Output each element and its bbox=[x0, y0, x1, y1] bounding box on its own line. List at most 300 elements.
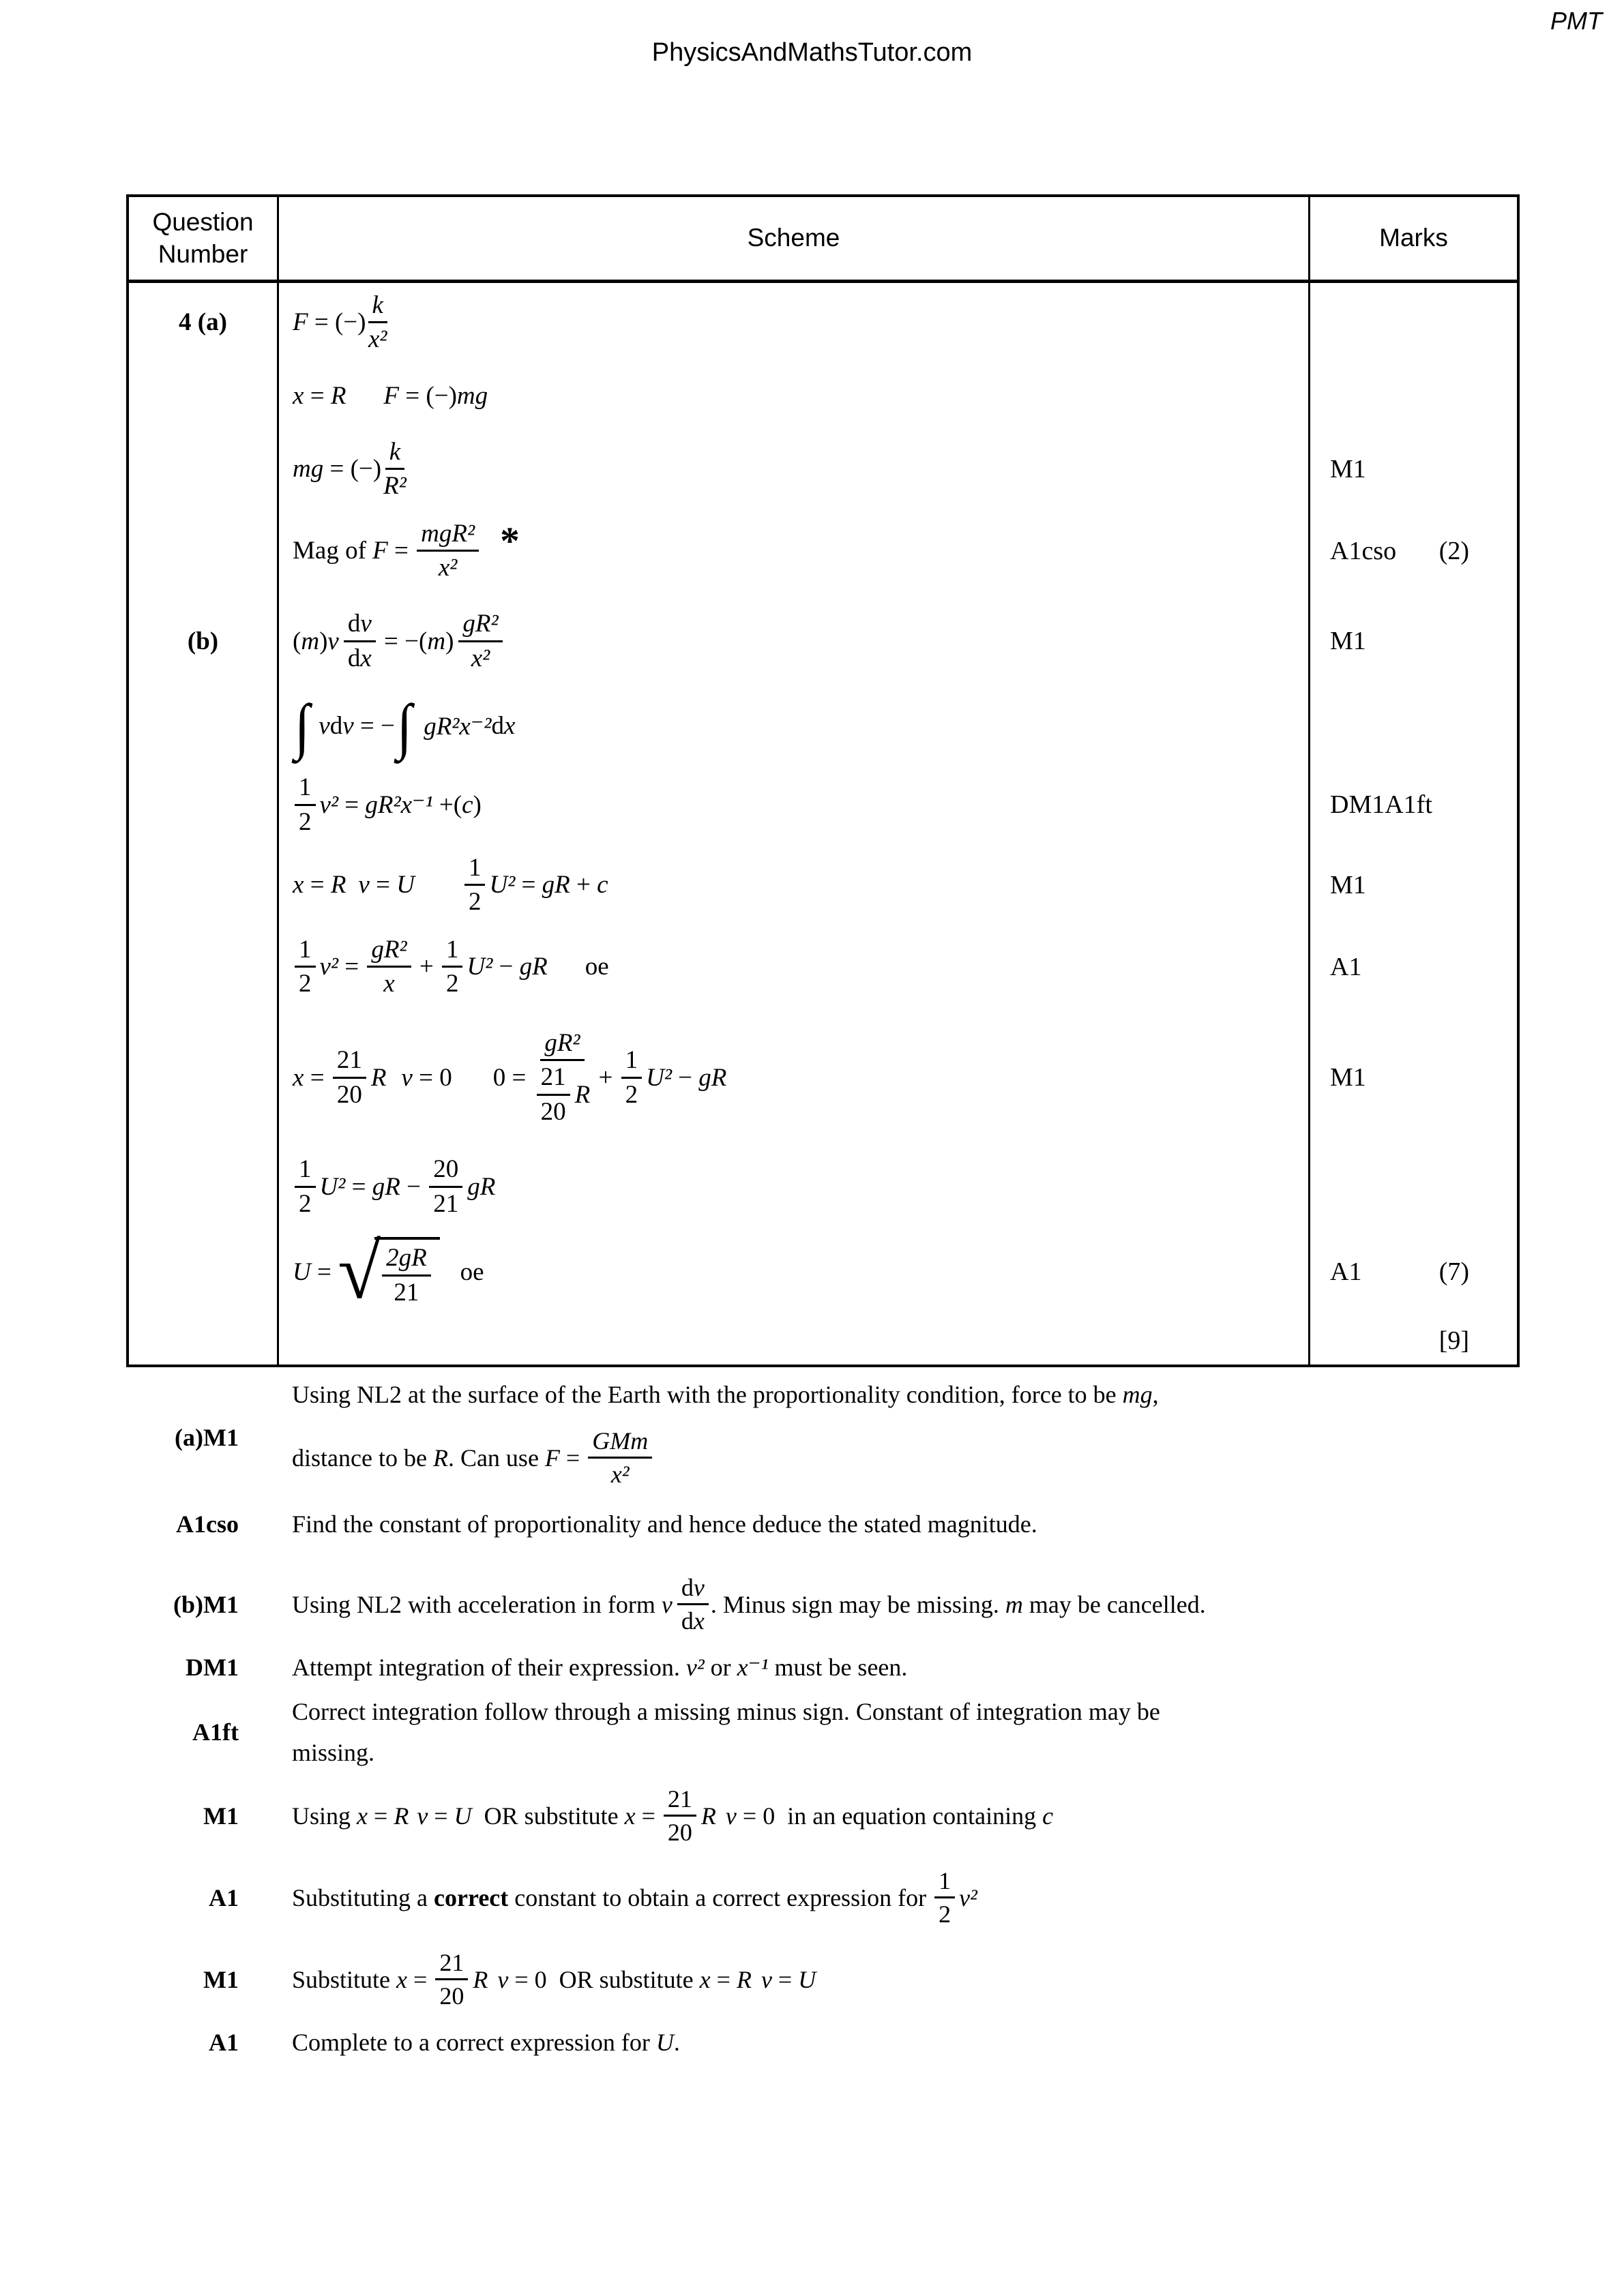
marks-cell bbox=[1310, 846, 1517, 924]
math-text: ) bbox=[319, 627, 328, 655]
marks-subtotal: (7) bbox=[1438, 1257, 1469, 1286]
math-text: x bbox=[293, 1063, 304, 1092]
math-text: m bbox=[427, 627, 446, 655]
math-text: . Can use bbox=[447, 1444, 545, 1472]
square-root bbox=[338, 1227, 440, 1315]
math-text: v² bbox=[319, 790, 339, 819]
math-text: x² bbox=[471, 644, 490, 672]
marks-cell bbox=[1310, 1227, 1517, 1316]
fraction-denominator bbox=[535, 1061, 591, 1126]
math-text: mgR² bbox=[421, 519, 475, 548]
fraction bbox=[333, 1046, 366, 1109]
question-number-cell bbox=[129, 846, 279, 924]
fraction-numerator bbox=[621, 1046, 643, 1078]
note-text bbox=[292, 1504, 1624, 1545]
math-text: c bbox=[462, 790, 473, 819]
math-text: v bbox=[401, 1063, 413, 1092]
math-text: 21 bbox=[439, 1948, 464, 1976]
math-text: = bbox=[559, 1444, 587, 1472]
fraction-numerator bbox=[385, 438, 404, 470]
fraction-denominator bbox=[394, 1277, 419, 1307]
scheme-equation bbox=[293, 936, 609, 998]
math-text: U² bbox=[489, 871, 516, 899]
math-text: 2 bbox=[445, 970, 459, 998]
math-text: = bbox=[428, 1802, 454, 1830]
scheme-cell bbox=[279, 924, 1310, 1009]
math-text: m bbox=[301, 627, 320, 655]
fraction-denominator bbox=[541, 1096, 566, 1126]
math-text: v bbox=[417, 1802, 428, 1830]
math-text: = bbox=[338, 790, 366, 819]
mark-code: A1 bbox=[1330, 952, 1362, 981]
fraction bbox=[934, 1867, 955, 1928]
scheme-cell bbox=[279, 283, 1310, 361]
math-text: Using bbox=[292, 1802, 357, 1830]
fraction-numerator bbox=[368, 291, 387, 323]
fraction-denominator bbox=[668, 1817, 692, 1846]
note-text bbox=[292, 1691, 1624, 1773]
math-text: = bbox=[368, 1802, 394, 1830]
math-text: R bbox=[330, 381, 346, 410]
fraction-numerator bbox=[458, 610, 502, 642]
marks-cell bbox=[1310, 764, 1517, 846]
math-text: x bbox=[360, 644, 372, 672]
math-text: = bbox=[304, 381, 331, 410]
math-text: x bbox=[699, 1965, 711, 1993]
marks-cell bbox=[1310, 283, 1517, 361]
question-number-cell bbox=[129, 689, 279, 764]
note-line bbox=[292, 1937, 1624, 2022]
fraction-denominator bbox=[299, 806, 312, 836]
fraction-numerator bbox=[435, 1949, 468, 1980]
fraction-numerator bbox=[295, 773, 316, 805]
note-row bbox=[0, 1647, 1624, 1688]
math-text: v bbox=[327, 627, 339, 655]
math-text: U² bbox=[646, 1063, 672, 1092]
scheme-cell bbox=[279, 1146, 1310, 1227]
fraction-denominator bbox=[433, 1188, 458, 1218]
fraction-denominator bbox=[368, 323, 387, 353]
mark-code: A1 bbox=[1330, 1257, 1362, 1286]
math-text: = bbox=[310, 1257, 338, 1286]
math-text: x bbox=[396, 1965, 408, 1993]
math-text: v bbox=[342, 712, 354, 741]
scheme-equation bbox=[293, 291, 389, 354]
notes-section bbox=[0, 1371, 1624, 2063]
fraction-denominator bbox=[681, 1605, 705, 1635]
fraction-numerator bbox=[664, 1785, 696, 1817]
fraction bbox=[458, 610, 502, 672]
pmt-watermark: PMT bbox=[1550, 7, 1602, 35]
math-text: = (−) bbox=[308, 308, 366, 336]
math-text: v bbox=[661, 1590, 673, 1618]
radicand bbox=[374, 1237, 440, 1307]
fraction-numerator bbox=[417, 520, 479, 552]
math-text: gR²x⁻¹ bbox=[365, 791, 433, 819]
math-text: gR bbox=[372, 1172, 400, 1201]
note-row bbox=[0, 1504, 1624, 1545]
mark-code: M1 bbox=[1330, 627, 1366, 655]
fraction-denominator bbox=[469, 886, 482, 916]
math-text: v bbox=[761, 1965, 772, 1993]
math-text: m bbox=[1005, 1590, 1023, 1618]
fraction bbox=[295, 773, 316, 836]
math-text: distance to be bbox=[292, 1444, 433, 1472]
note-mark-label: (a)M1 bbox=[175, 1423, 239, 1451]
math-text: = bbox=[304, 1063, 331, 1092]
math-text: Complete to a correct expression for bbox=[292, 2029, 656, 2056]
math-text: = bbox=[345, 1172, 372, 1201]
math-text: must be seen. bbox=[768, 1654, 908, 1681]
math-text: 2gR bbox=[386, 1244, 427, 1272]
math-text: 20 bbox=[667, 1819, 692, 1846]
scheme-equation bbox=[293, 691, 516, 761]
math-text: gR bbox=[698, 1063, 727, 1092]
math-text: = bbox=[771, 1965, 799, 1993]
math-text: = bbox=[387, 537, 415, 565]
note-row bbox=[0, 1937, 1624, 2022]
scheme-cell bbox=[279, 846, 1310, 924]
math-text: U bbox=[293, 1257, 311, 1286]
note-line bbox=[292, 1562, 1624, 1647]
math-text: constant to obtain a correct expression for bbox=[508, 1883, 933, 1911]
question-number-cell bbox=[129, 1146, 279, 1227]
fraction-numerator bbox=[295, 1155, 316, 1187]
math-text: Using NL2 at the surface of the Earth with the proportionality condition, force to be bbox=[292, 1381, 1123, 1408]
fraction-denominator bbox=[348, 642, 372, 672]
fraction-numerator bbox=[367, 936, 411, 968]
marks-subtotal: (2) bbox=[1438, 536, 1469, 565]
note-line bbox=[292, 1504, 1624, 1545]
integral-sign: ∫ bbox=[295, 691, 310, 761]
math-text: c bbox=[1042, 1802, 1054, 1830]
mark-code: M1 bbox=[1330, 1063, 1366, 1092]
note-text bbox=[292, 2022, 1624, 2063]
math-text: 1 bbox=[468, 853, 482, 882]
fraction-numerator bbox=[934, 1867, 955, 1898]
fraction-denominator bbox=[299, 1188, 312, 1218]
math-text: 1 bbox=[625, 1046, 638, 1075]
fraction-numerator bbox=[333, 1046, 366, 1078]
math-text: v² bbox=[319, 953, 339, 981]
math-text: OR substitute bbox=[471, 1802, 625, 1830]
math-text: ( bbox=[293, 627, 301, 655]
math-text: R bbox=[736, 1965, 752, 1993]
math-text: U bbox=[396, 871, 415, 899]
fraction-denominator bbox=[299, 968, 312, 998]
scheme-equation bbox=[293, 1155, 495, 1218]
math-text: . Minus sign may be missing. bbox=[710, 1590, 1005, 1618]
mark-code: M1 bbox=[1330, 454, 1366, 483]
math-text: gR bbox=[519, 953, 548, 981]
note-text bbox=[292, 1374, 1624, 1500]
math-text: 20 bbox=[433, 1155, 459, 1184]
math-text: gR² bbox=[371, 935, 407, 964]
math-text: x bbox=[293, 381, 304, 410]
math-text: − bbox=[671, 1063, 699, 1092]
note-line bbox=[292, 2022, 1624, 2063]
fraction-numerator bbox=[295, 936, 316, 968]
math-text: k bbox=[372, 290, 383, 319]
math-text: 1 bbox=[299, 1155, 312, 1184]
math-text: d bbox=[491, 712, 504, 741]
math-text: 20 bbox=[439, 1982, 464, 2010]
fraction-denominator bbox=[611, 1459, 630, 1488]
math-text: F bbox=[372, 537, 388, 565]
math-text: correct bbox=[434, 1883, 509, 1911]
math-text: = bbox=[515, 871, 542, 899]
fraction-denominator bbox=[625, 1079, 638, 1109]
mark-code: DM1A1ft bbox=[1330, 790, 1432, 819]
math-text: R bbox=[330, 871, 346, 899]
math-text: x bbox=[503, 712, 516, 741]
math-text: F bbox=[544, 1444, 560, 1472]
fraction-denominator bbox=[446, 968, 459, 998]
marks-cell bbox=[1310, 361, 1517, 430]
math-text: . bbox=[673, 2029, 680, 2056]
scheme-equation bbox=[293, 1029, 726, 1126]
math-text: x² bbox=[610, 1461, 630, 1488]
math-text: gR² bbox=[544, 1028, 580, 1057]
math-text: U² bbox=[467, 953, 493, 981]
fraction bbox=[677, 1574, 709, 1635]
math-text: 21 bbox=[540, 1063, 566, 1092]
mark-scheme-table bbox=[126, 194, 1520, 1367]
note-text bbox=[292, 1937, 1624, 2022]
math-text: = bbox=[369, 871, 397, 899]
note-line bbox=[292, 1773, 1624, 1858]
marks-subtotal: [9] bbox=[1438, 1326, 1469, 1355]
math-text: missing. bbox=[292, 1739, 375, 1766]
math-text: 1 bbox=[299, 935, 312, 964]
math-text: = bbox=[304, 871, 331, 899]
math-text: Attempt integration of their expression. bbox=[292, 1654, 686, 1681]
math-text: 20 bbox=[540, 1097, 566, 1126]
scheme-cell bbox=[279, 1009, 1310, 1146]
note-row bbox=[0, 1562, 1624, 1647]
math-text: R bbox=[394, 1802, 409, 1830]
scheme-cell bbox=[279, 508, 1310, 593]
note-text bbox=[292, 1562, 1624, 1647]
note-mark-label: A1 bbox=[209, 1883, 239, 1911]
fraction bbox=[367, 936, 411, 998]
note-mark-label: A1cso bbox=[176, 1510, 239, 1538]
mark-code: M1 bbox=[1330, 870, 1366, 899]
marks-cell bbox=[1310, 689, 1517, 764]
math-text: x bbox=[624, 1802, 636, 1830]
fraction bbox=[417, 520, 479, 582]
fraction bbox=[429, 1155, 462, 1218]
math-text: + bbox=[570, 871, 597, 899]
math-text: R bbox=[370, 1063, 387, 1092]
column-header-scheme: Scheme bbox=[279, 197, 1310, 280]
math-text: Substituting a bbox=[292, 1883, 434, 1911]
column-header-marks: Marks bbox=[1379, 224, 1448, 252]
math-text: 0 = bbox=[492, 1063, 533, 1092]
fraction bbox=[464, 854, 486, 916]
note-mark-label: M1 bbox=[203, 1965, 239, 1993]
math-text: − bbox=[492, 953, 520, 981]
question-number-cell bbox=[129, 1227, 279, 1316]
question-number-cell: 4 (a) bbox=[129, 283, 279, 361]
scheme-cell bbox=[279, 1227, 1310, 1316]
scheme-equation bbox=[293, 1227, 484, 1315]
math-text: Correct integration follow through a missing minus sign. Constant of integration may be bbox=[292, 1698, 1160, 1725]
marks-cell bbox=[1310, 1009, 1517, 1146]
math-text: = (−) bbox=[323, 455, 382, 483]
fraction-numerator bbox=[344, 610, 376, 642]
scheme-equation bbox=[293, 854, 608, 916]
math-text: d bbox=[681, 1573, 694, 1601]
math-text: 2 bbox=[939, 1900, 951, 1928]
question-number-cell bbox=[129, 430, 279, 508]
math-text: gR bbox=[542, 871, 570, 899]
fraction bbox=[344, 610, 376, 672]
note-mark-label: DM1 bbox=[186, 1654, 239, 1681]
table-header-row bbox=[129, 197, 1517, 283]
fraction-denominator bbox=[337, 1079, 362, 1109]
math-text: = − bbox=[353, 712, 395, 741]
scheme-cell bbox=[279, 593, 1310, 689]
question-number-cell bbox=[129, 1009, 279, 1146]
scheme-cell bbox=[279, 764, 1310, 846]
math-text: Find the constant of proportionality and hence deduce the stated magnitude. bbox=[292, 1510, 1037, 1538]
math-text: = bbox=[338, 953, 366, 981]
math-text: v² bbox=[959, 1883, 977, 1911]
fraction-numerator bbox=[537, 1063, 570, 1095]
note-line bbox=[292, 1415, 1624, 1500]
math-text: + bbox=[413, 953, 440, 981]
marks-cell bbox=[1310, 924, 1517, 1009]
marks-cell bbox=[1310, 1316, 1517, 1365]
math-text: 1 bbox=[445, 935, 459, 964]
math-text: mg bbox=[1122, 1381, 1153, 1408]
math-text: = −( bbox=[377, 627, 428, 655]
math-text: d bbox=[681, 1607, 694, 1635]
marks-cell bbox=[1310, 1146, 1517, 1227]
fraction bbox=[382, 1244, 431, 1307]
radical-icon: √ bbox=[338, 1227, 381, 1315]
note-text bbox=[292, 1858, 1624, 1937]
note-row bbox=[0, 1374, 1624, 1500]
math-text: 1 bbox=[939, 1866, 951, 1894]
math-text: gR²x⁻² bbox=[424, 712, 492, 741]
math-text: 2 bbox=[468, 888, 482, 916]
math-text: U bbox=[655, 2029, 674, 2056]
math-text: oe bbox=[585, 953, 609, 981]
fraction bbox=[664, 1785, 696, 1847]
math-text: = 0 OR substitute bbox=[508, 1965, 700, 1993]
math-text: 20 bbox=[336, 1080, 362, 1109]
scheme-equation bbox=[293, 610, 505, 672]
table-body bbox=[129, 283, 1517, 1365]
math-text: = 0 in an equation containing bbox=[736, 1802, 1043, 1830]
note-row bbox=[0, 1858, 1624, 1937]
math-text: Using NL2 with acceleration in form bbox=[292, 1590, 662, 1618]
math-text: mg bbox=[456, 381, 488, 410]
note-mark-label: A1 bbox=[209, 2029, 239, 2056]
note-line bbox=[292, 1374, 1624, 1415]
marks-cell bbox=[1310, 430, 1517, 508]
math-text: Substitute bbox=[292, 1965, 397, 1993]
math-text: GMm bbox=[592, 1427, 649, 1455]
question-number-cell bbox=[129, 1316, 279, 1365]
note-line bbox=[292, 1691, 1624, 1732]
note-row bbox=[0, 1773, 1624, 1858]
math-text: F bbox=[383, 381, 400, 410]
note-row bbox=[0, 1691, 1624, 1773]
math-text: d bbox=[347, 610, 361, 638]
question-number-cell bbox=[129, 924, 279, 1009]
note-mark-label: M1 bbox=[203, 1802, 239, 1830]
math-text: may be cancelled. bbox=[1022, 1590, 1206, 1618]
scheme-cell bbox=[279, 1316, 1310, 1365]
fraction-denominator bbox=[383, 968, 394, 998]
fraction-numerator bbox=[442, 936, 463, 968]
note-row bbox=[0, 2022, 1624, 2063]
fraction-numerator bbox=[429, 1155, 462, 1187]
math-text: 21 bbox=[433, 1189, 459, 1218]
math-text: 2 bbox=[299, 1189, 312, 1218]
math-text: R bbox=[432, 1444, 448, 1472]
math-text: Mag of bbox=[293, 537, 373, 565]
math-text: + bbox=[592, 1063, 619, 1092]
math-text: = bbox=[407, 1965, 434, 1993]
math-text: , bbox=[1152, 1381, 1159, 1408]
math-text: x² bbox=[438, 554, 458, 582]
math-text: 2 bbox=[625, 1080, 638, 1109]
fraction bbox=[537, 1063, 570, 1126]
scheme-cell bbox=[279, 430, 1310, 508]
math-text: x bbox=[383, 970, 395, 998]
marks-cell bbox=[1310, 508, 1517, 593]
question-number-cell: (b) bbox=[129, 593, 279, 689]
note-text bbox=[292, 1773, 1624, 1858]
math-text: ) bbox=[445, 627, 454, 655]
fraction-denominator bbox=[471, 642, 490, 672]
math-text: 21 bbox=[394, 1278, 419, 1307]
question-number-cell bbox=[129, 508, 279, 593]
fraction bbox=[588, 1427, 652, 1489]
scheme-cell bbox=[279, 361, 1310, 430]
math-text: v bbox=[693, 1573, 705, 1601]
math-text: gR² bbox=[462, 610, 499, 638]
mark-code: A1cso bbox=[1330, 536, 1397, 565]
math-text: = 0 bbox=[412, 1063, 452, 1092]
fraction-denominator bbox=[439, 1980, 464, 2010]
math-text: gR bbox=[467, 1172, 496, 1201]
fraction-numerator bbox=[382, 1244, 431, 1276]
fraction bbox=[368, 291, 387, 354]
fraction bbox=[295, 936, 316, 998]
math-text: c bbox=[597, 871, 608, 899]
math-text: = bbox=[710, 1965, 737, 1993]
note-line bbox=[292, 1858, 1624, 1937]
math-text: R bbox=[574, 1080, 591, 1109]
math-text: = bbox=[635, 1802, 662, 1830]
fraction bbox=[383, 438, 407, 501]
scheme-equation bbox=[293, 381, 488, 411]
integral-sign: ∫ bbox=[396, 691, 413, 761]
scheme-equation bbox=[293, 773, 482, 836]
note-text bbox=[292, 1647, 1624, 1688]
fraction-denominator bbox=[939, 1898, 951, 1928]
question-number-cell bbox=[129, 361, 279, 430]
math-text: R bbox=[700, 1802, 716, 1830]
math-text: d bbox=[329, 712, 343, 741]
fraction-numerator bbox=[464, 854, 486, 886]
math-text: R² bbox=[383, 472, 407, 500]
